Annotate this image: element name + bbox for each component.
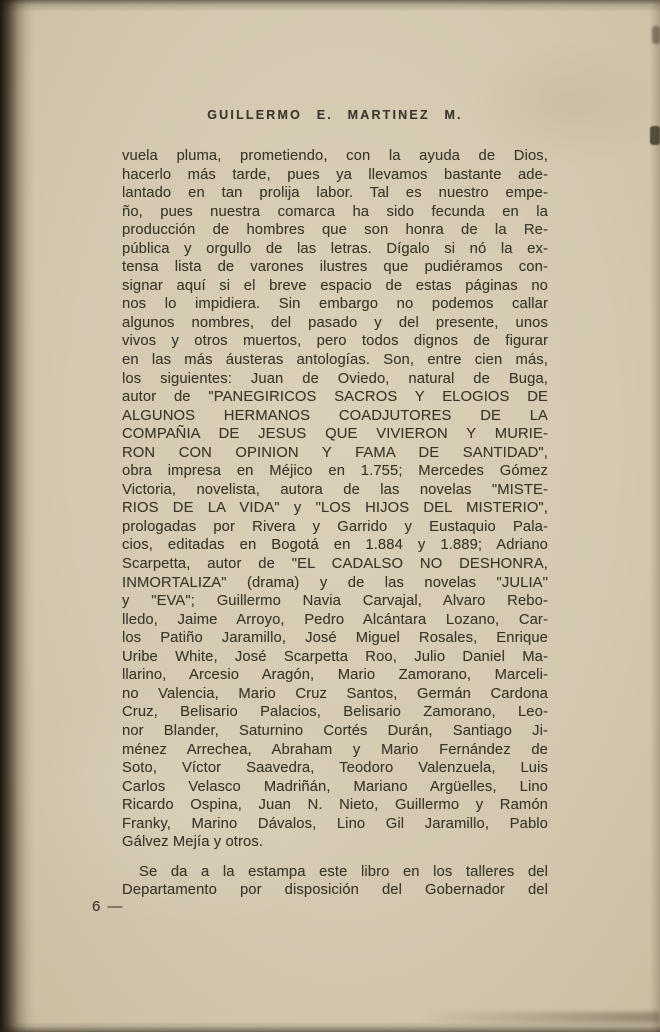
text-line: ALGUNOS HERMANOS COADJUTORES DE LA — [122, 407, 548, 424]
text-line: y "EVA"; Guillermo Navia Carvajal, Alvaro Rebo- — [122, 593, 548, 610]
text-line: RON CON OPINION Y FAMA DE SANTIDAD", — [122, 444, 548, 461]
bottom-smudge — [420, 1012, 660, 1023]
bottom-edge-shadow — [0, 1022, 660, 1032]
text-line: no Valencia, Mario Cruz Santos, Germán Cardona — [122, 685, 548, 702]
body-text — [122, 147, 548, 900]
text-line: lantado en tan prolija labor. Tal es nuestro empe- — [122, 185, 548, 202]
text-line: lledo, Jaime Arroyo, Pedro Alcántara Lozano, Car- — [122, 611, 548, 628]
text-line: en las más áusteras antologías. Son, entre cien más, — [122, 352, 548, 369]
paragraph — [122, 863, 548, 900]
text-line: Carlos Velasco Madriñán, Mariano Argüelles, Lino — [122, 778, 548, 795]
text-line: prologadas por Rivera y Garrido y Eustaquio Pala- — [122, 518, 548, 535]
text-line: Departamento por disposición del Gobernador del — [122, 882, 548, 899]
top-edge-shadow — [0, 0, 660, 12]
text-line: RIOS DE LA VIDA" y "LOS HIJOS DEL MISTERIO", — [122, 500, 548, 517]
text-line: Scarpetta, autor de "EL CADALSO NO DESHONRA, — [122, 556, 548, 573]
spine-shadow — [0, 0, 34, 1032]
text-line: producción de hombres que son honra de la Re- — [122, 222, 548, 239]
text-line: pública y orgullo de las letras. Dígalo si nó la ex- — [122, 240, 548, 257]
text-line: Cruz, Belisario Palacios, Belisario Zamorano, Leo- — [122, 704, 548, 721]
right-edge-shadow — [650, 0, 660, 1032]
text-line: COMPAÑIA DE JESUS QUE VIVIERON Y MURIE- — [122, 426, 548, 443]
text-line: vivos y otros muertos, pero todos dignos de figurar — [122, 333, 548, 350]
text-line: obra impresa en Méjico en 1.755; Mercedes Gómez — [122, 463, 548, 480]
text-line: signar aquí si el breve espacio de estas páginas no — [122, 277, 548, 294]
text-line: hacerlo más tarde, pues ya llevamos bastante ade- — [122, 166, 548, 183]
text-line: vuela pluma, prometiendo, con la ayuda de Dios, — [122, 148, 548, 164]
page-number: 6 — — [92, 898, 125, 915]
text-line: los Patiño Jaramillo, José Miguel Rosales, Enrique — [122, 630, 548, 647]
running-header: GUILLERMO E. MARTINEZ M. — [207, 108, 463, 122]
text-line: ño, pues nuestra comarca ha sido fecunda en la — [122, 203, 548, 220]
text-line: autor de "PANEGIRICOS SACROS Y ELOGIOS DE — [122, 389, 548, 406]
text-line: Gálvez Mejía y otros. — [122, 834, 264, 851]
paragraph — [122, 147, 548, 852]
text-line: Franky, Marino Dávalos, Lino Gil Jaramillo, Pablo — [122, 815, 548, 832]
text-line: cios, editadas en Bogotá en 1.884 y 1.889; Adriano — [122, 537, 548, 554]
text-line: llarino, Arcesio Aragón, Mario Zamorano, Marceli- — [122, 667, 548, 684]
text-line: Victoria, novelista, autora de las novelas "MISTE- — [122, 481, 548, 498]
text-line: Uribe White, José Scarpetta Roo, Julio Daniel Ma- — [122, 648, 548, 665]
text-line: los siguientes: Juan de Oviedo, natural de Buga, — [122, 370, 548, 387]
text-line: Ricardo Ospina, Juan N. Nieto, Guillermo y Ramón — [122, 797, 548, 814]
text-line: INMORTALIZA" (drama) y de las novelas "JULIA" — [122, 574, 548, 591]
text-line: Soto, Víctor Saavedra, Teodoro Valenzuela, Luis — [122, 760, 548, 777]
text-line: algunos nombres, del pasado y del presente, unos — [122, 314, 548, 331]
text-line: Se da a la estampa este libro en los talleres del — [139, 863, 548, 880]
text-line: ménez Arrechea, Abraham y Mario Fernández de — [122, 741, 548, 758]
text-line: tensa lista de varones ilustres que pudiéramos con- — [122, 259, 548, 276]
text-line: nos lo impidiera. Sin embargo no podemos callar — [122, 296, 548, 313]
text-line: nor Blander, Saturnino Cortés Durán, Santiago Ji- — [122, 722, 548, 739]
